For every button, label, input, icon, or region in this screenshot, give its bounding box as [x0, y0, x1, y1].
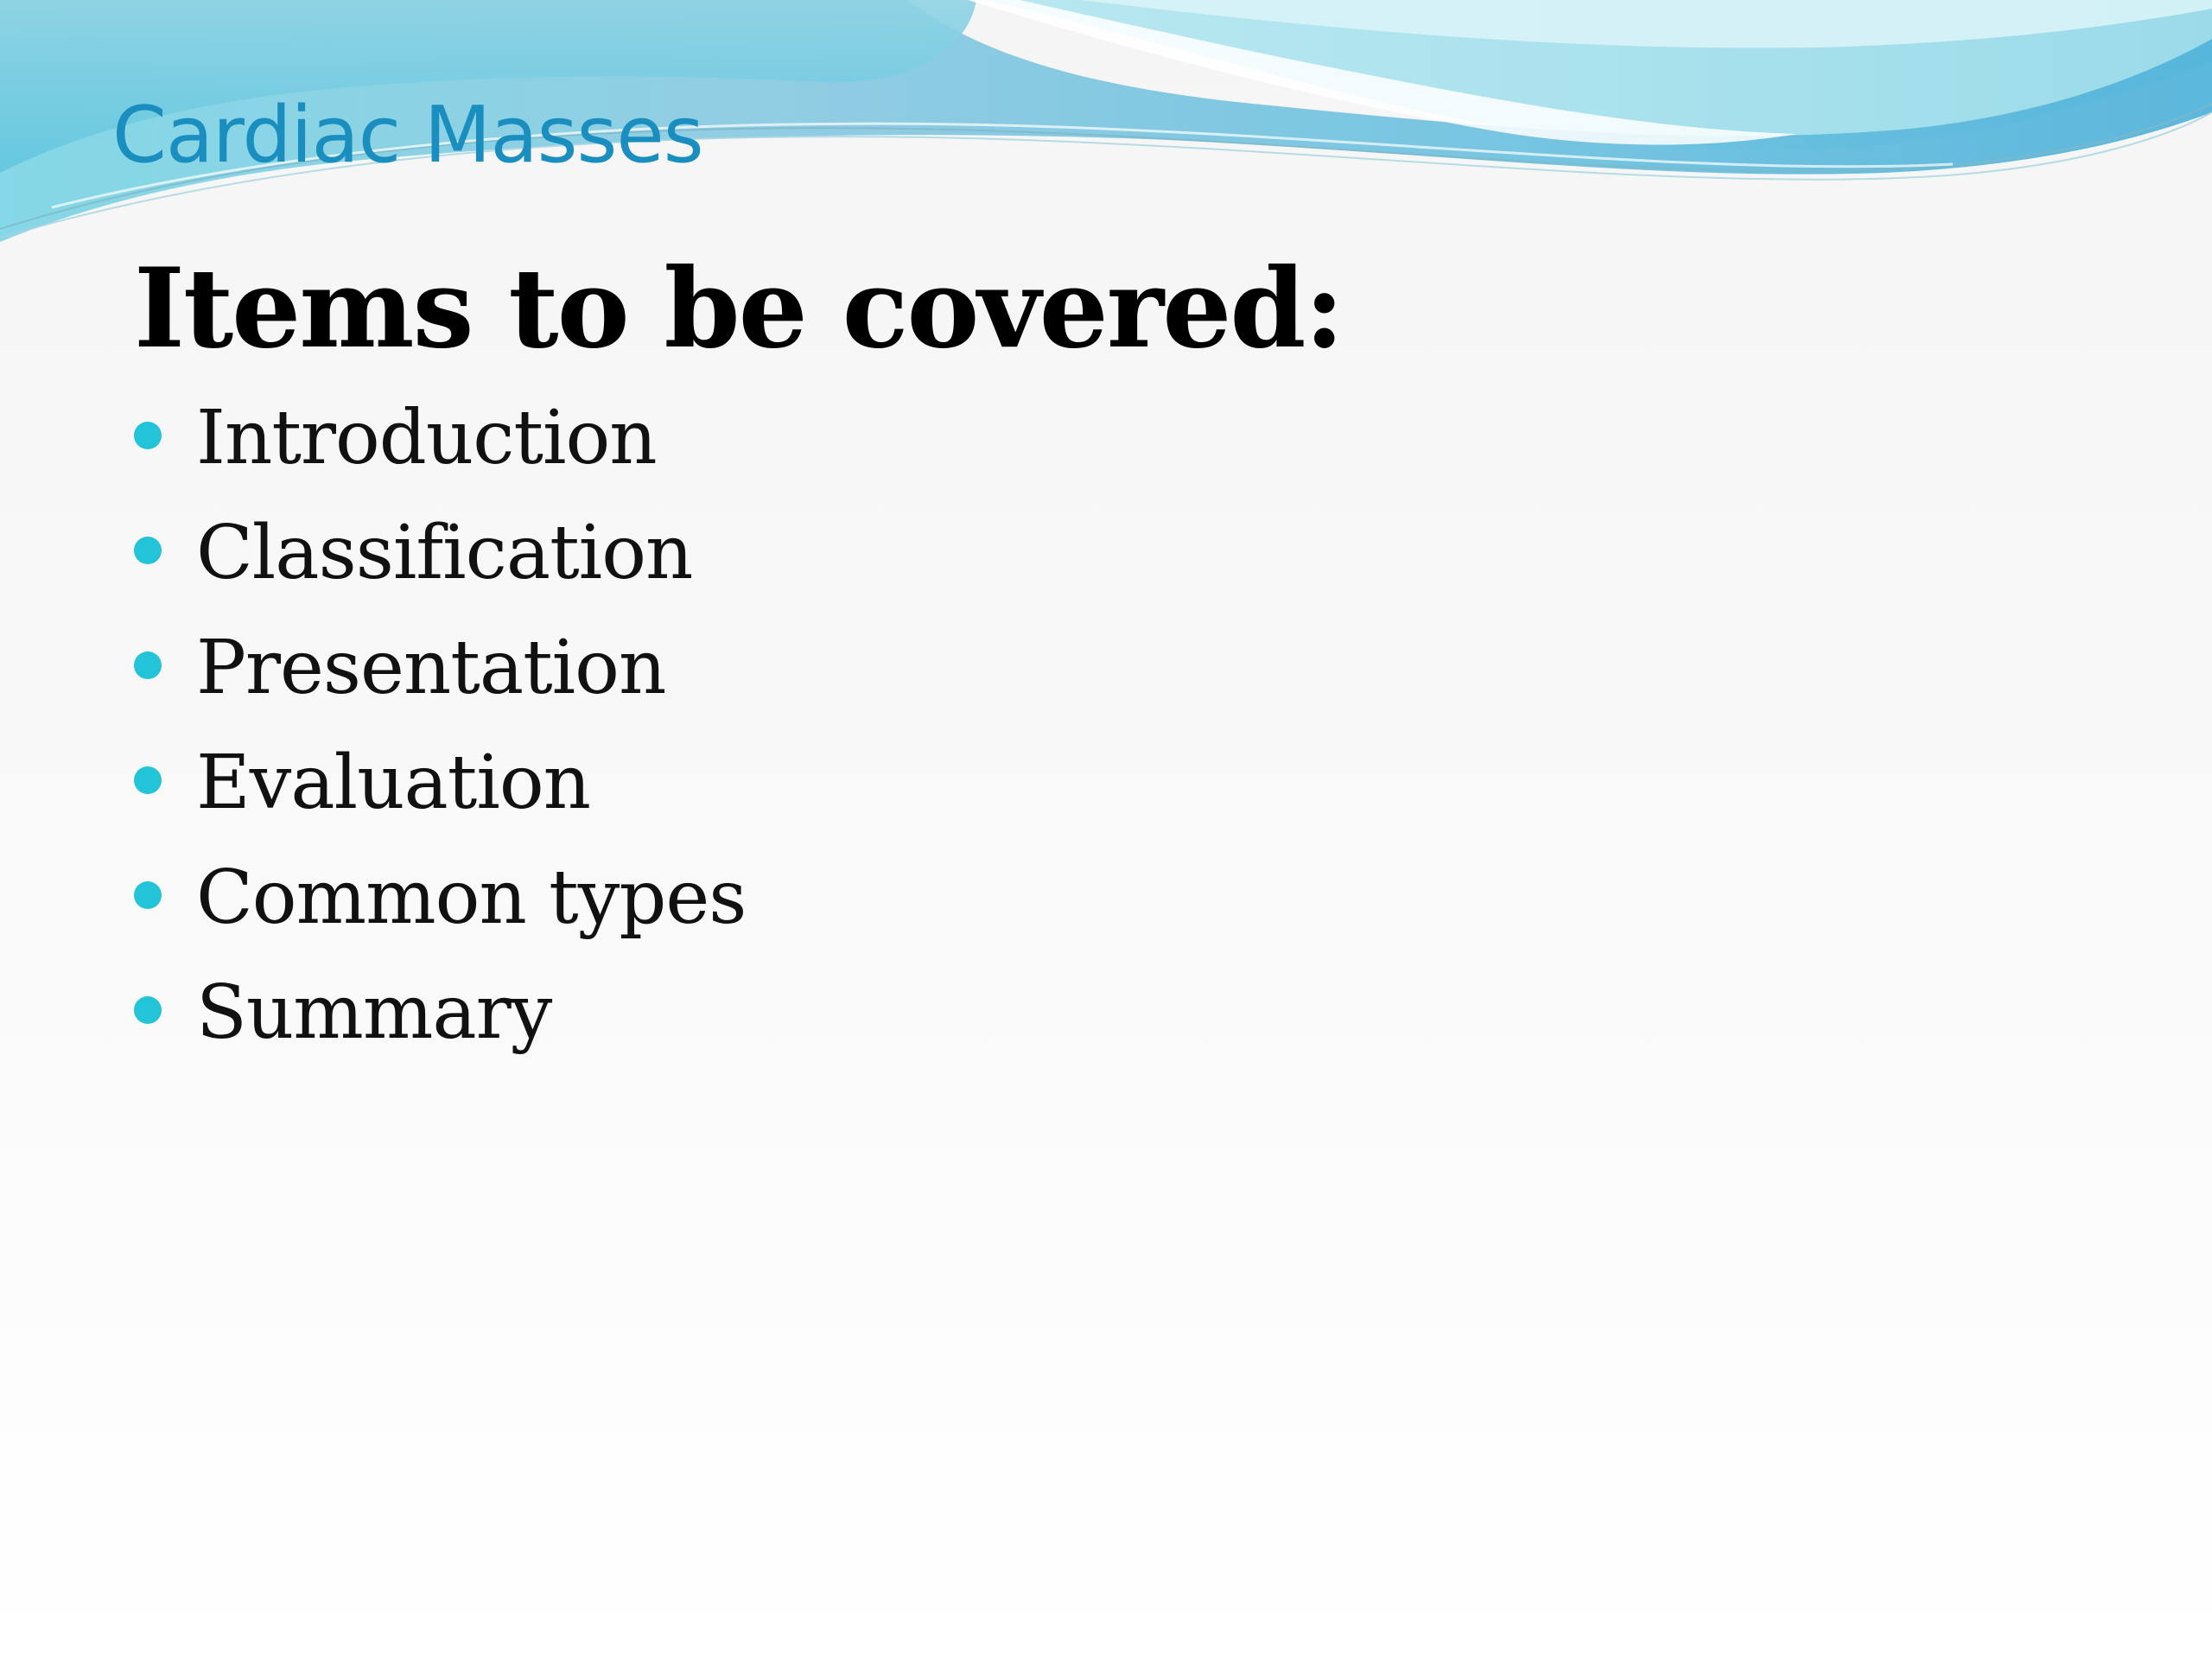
bullet-dot-icon — [134, 766, 162, 794]
bullet-text: Summary — [196, 969, 552, 1056]
bullet-text: Common types — [196, 854, 747, 941]
bullet-text: Classification — [196, 509, 693, 596]
slide-heading: Items to be covered: — [134, 245, 1343, 372]
bullet-text: Evaluation — [196, 739, 591, 826]
bullet-item-evaluation — [134, 725, 2121, 840]
header-title: Cardiac Masses — [112, 90, 703, 181]
bullet-dot-icon — [134, 537, 162, 564]
bullet-item-classification — [134, 495, 2121, 610]
bullet-text: Presentation — [196, 624, 666, 711]
bullet-item-common-types — [134, 840, 2121, 955]
bullet-item-summary — [134, 955, 2121, 1070]
bullet-dot-icon — [134, 422, 162, 449]
bullet-dot-icon — [134, 881, 162, 909]
bullet-item-presentation — [134, 610, 2121, 725]
bullet-list — [134, 380, 2121, 1070]
bullet-dot-icon — [134, 652, 162, 679]
bullet-item-introduction — [134, 380, 2121, 495]
slide-content — [134, 244, 2121, 1070]
bullet-text: Introduction — [196, 394, 657, 481]
bullet-dot-icon — [134, 996, 162, 1024]
